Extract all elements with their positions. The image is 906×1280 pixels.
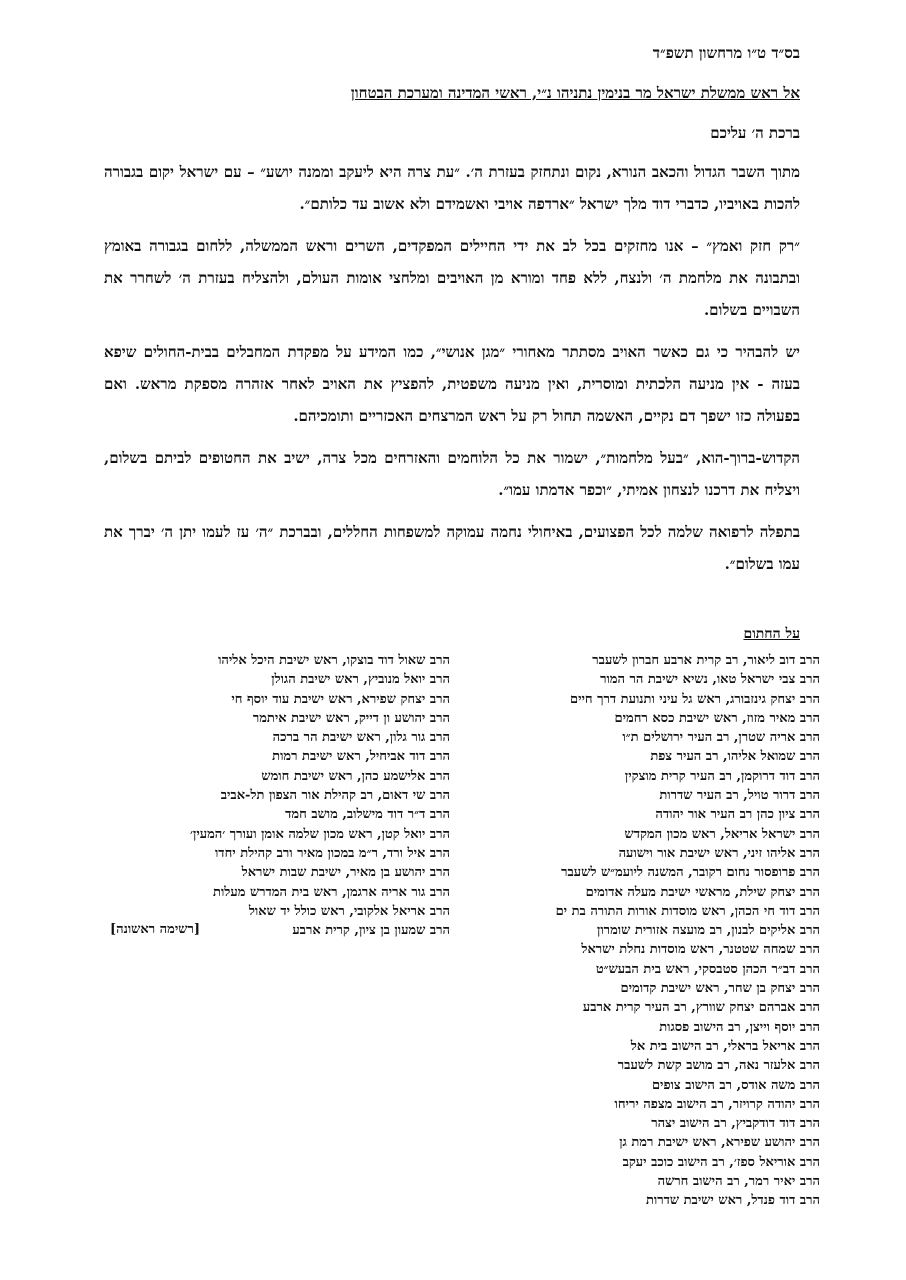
paragraph-3: יש להבהיר כי גם כאשר האויב מסתתר מאחורי ״מגן אנושי״, כמו המידע על מפקדת המחבלים בבית-החולים שיפא בעזה - אין מניעה הלכתית ומוסרית, ואין מניעה משפטית, להפציץ את האויב לאחר אזהרה מספקת מראש. ואם בפעולה כזו ישפך דם נקיים, האשמה תחול רק על ראש המרצחים האכזריים ותומכיהם. <box>104 343 800 425</box>
signature-item: הרב דוד פנדל, ראש ישיבת שדרות <box>646 1193 820 1209</box>
signature-item: הרב דוב ליאור, רב קרית ארבע חברון לשעבר <box>592 653 820 668</box>
signature-item: הרב יוסף וייצן, רב הישוב פסגות <box>659 1019 820 1035</box>
signature-item: הרב אליקים לבנון, רב מועצה אזורית שומרון <box>597 923 820 939</box>
paragraph-1: מתוך השבר הגדול והכאב הנורא, נקום ונתחזק בעזרת ה׳. ״עת צרה היא ליעקב וממנה יושע״ – עם ישראל יקום בגבורה להכות באויביו, כדברי דוד מלך ישראל ״ארדפה אויבי ואשמידם ולא אשוב עד כלותם״. <box>104 163 800 213</box>
signature-item: הרב אוריאל ספז׳, רב הישוב כוכב יעקב <box>622 1154 820 1170</box>
signature-item: הרב יואל מנוביץ, ראש ישיבת הגולן <box>271 672 450 688</box>
signature-item: הרב דוד דרוקמן, רב העיר קרית מוצקין <box>624 768 820 784</box>
signatures-left-column <box>190 651 450 940</box>
signature-item: הרב אריה שטרן, רב העיר ירושלים ת״ו <box>622 730 820 746</box>
signature-item: הרב ישראל אריאל, ראש מכון המקדש <box>624 826 820 842</box>
signature-item: הרב שמחה שטטנר, ראש מוסדות נחלת ישראל <box>581 942 820 958</box>
signatures-title: על החתום <box>743 626 800 642</box>
signature-item: הרב מאיר מזוז, ראש ישיבת כסא רחמים <box>614 710 820 726</box>
paragraph-2: ״רק חזק ואמץ״ – אנו מחזקים בכל לב את ידי החיילים המפקדים, השרים וראש הממשלה, ללחום בגבורה באומץ ובתבונה את מלחמת ה׳ ולנצח, ללא פחד ומורא מן האויבים ומלחצי אומות העולם, ולהצליח בעזרת ה׳ לשחרר את השבויים בשלום. <box>104 237 800 319</box>
signature-item: הרב אריאל אלקובי, ראש כולל יד שאול <box>248 903 450 919</box>
signature-item: הרב יצחק גינזבורג, ראש גל עיני ותנועת דרך חיים <box>569 691 820 707</box>
letter-body <box>104 156 800 590</box>
signature-item: הרב שי דאום, רב קהילת אור הצפון תל-אביב <box>220 788 450 804</box>
signature-item: הרב שמעון בן ציון, קרית ארבע <box>292 923 450 939</box>
signature-item: הרב דוד אביחיל, ראש ישיבת רמות <box>272 749 450 765</box>
signature-item: הרב שאול דוד בוצקו, ראש ישיבת היכל אליהו <box>218 653 450 668</box>
signature-item: הרב יואל קטן, ראש מכון שלמה אומן ועורך ׳המעין׳ <box>190 826 450 842</box>
signature-item: הרב יצחק שילת, מראשי ישיבת מעלה אדומים <box>585 884 820 900</box>
signature-item: הרב איל ורד, ר״מ במכון מאיר ורב קהילת יחדו <box>214 845 450 861</box>
paragraph-5: בתפלה לרפואה שלמה לכל הפצועים, באיחולי נחמה עמוקה למשפחות החללים, ובברכת ״ה׳ עז לעמו יתן ה׳ יברך את עמו בשלום״. <box>104 523 800 573</box>
signature-item: הרב דוד דודקביץ, רב הישוב יצהר <box>651 1116 820 1132</box>
signature-item: הרב משה אודס, רב הישוב צופים <box>651 1077 820 1093</box>
signature-item: הרב אליהו זיני, ראש ישיבת אור וישועה <box>618 845 820 861</box>
signature-item: הרב גור אריה ארגמן, ראש בית המדרש מעלות <box>213 884 450 900</box>
signature-item: הרב אלישמע כהן, ראש ישיבת חומש <box>261 768 450 784</box>
signature-item: הרב יהודה קרויזר, רב הישוב מצפה יריחו <box>614 1096 820 1112</box>
signatures-right-column <box>556 651 820 1211</box>
list-note: [רשימה ראשונה] <box>110 922 200 937</box>
signature-item: הרב אלעזר נאה, רב מושב קשת לשעבר <box>617 1058 820 1074</box>
signature-item: הרב דוד חי הכהן, ראש מוסדות אורות התורה בת ים <box>555 903 820 919</box>
signature-item: הרב גור גלון, ראש ישיבת הר ברכה <box>272 730 450 746</box>
signature-item: הרב יצחק שפירא, ראש ישיבת עוד יוסף חי <box>231 691 450 707</box>
signature-item: הרב ציון כהן רב העיר אור יהודה <box>655 807 820 823</box>
signature-item: הרב ד״ר דוד מישלוב, מושב חמד <box>285 807 450 823</box>
signature-item: הרב אריאל בראלי, רב הישוב בית אל <box>630 1038 820 1054</box>
signature-item: הרב יהושע בן מאיר, ישיבת שבות ישראל <box>241 865 450 881</box>
signature-item: הרב יצחק בן שחר, ראש ישיבת קדומים <box>620 981 820 997</box>
signature-item: הרב יהושע שפירא, ראש ישיבת רמת גן <box>619 1135 820 1151</box>
signature-item: הרב יאיר רמר, רב הישוב חרשה <box>657 1174 820 1190</box>
signature-item: הרב צבי ישראל טאו, נשיא ישיבת הר המור <box>600 672 820 688</box>
letter-date: בס״ד ט״ו מרחשון תשפ״ד <box>652 44 800 62</box>
signature-item: הרב פרופסור נחום רקובר, המשנה ליועמ״ש לשעבר <box>561 865 820 881</box>
signature-item: הרב יהושע ון דייק, ראש ישיבת איתמר <box>252 710 450 726</box>
signature-item: הרב דרור טויל, רב העיר שדרות <box>659 788 820 804</box>
letter-addressee: אל ראש ממשלת ישראל מר בנימין נתניהו נ״י, ראשי המדינה ומערכת הבטחון <box>350 84 800 102</box>
signature-item: הרב דב״ר הכהן סטבסקי, ראש בית הבעש״ט <box>595 961 820 977</box>
signature-item: הרב שמואל אליהו, רב העיר צפת <box>650 749 820 765</box>
paragraph-4: הקדוש-ברוך-הוא, ״בעל מלחמות״, ישמור את כל הלוחמים והאזרחים מכל צרה, ישיב את החטופים לביתם בשלום, ויצליח את דרכנו לנצחון אמיתי, ״וכפר אדמתו עמו״. <box>104 449 800 499</box>
signature-item: הרב אברהם יצחק שוורץ, רב העיר קרית ארבע <box>582 1000 820 1016</box>
letter-greeting: ברכת ה׳ עליכם <box>710 124 800 142</box>
